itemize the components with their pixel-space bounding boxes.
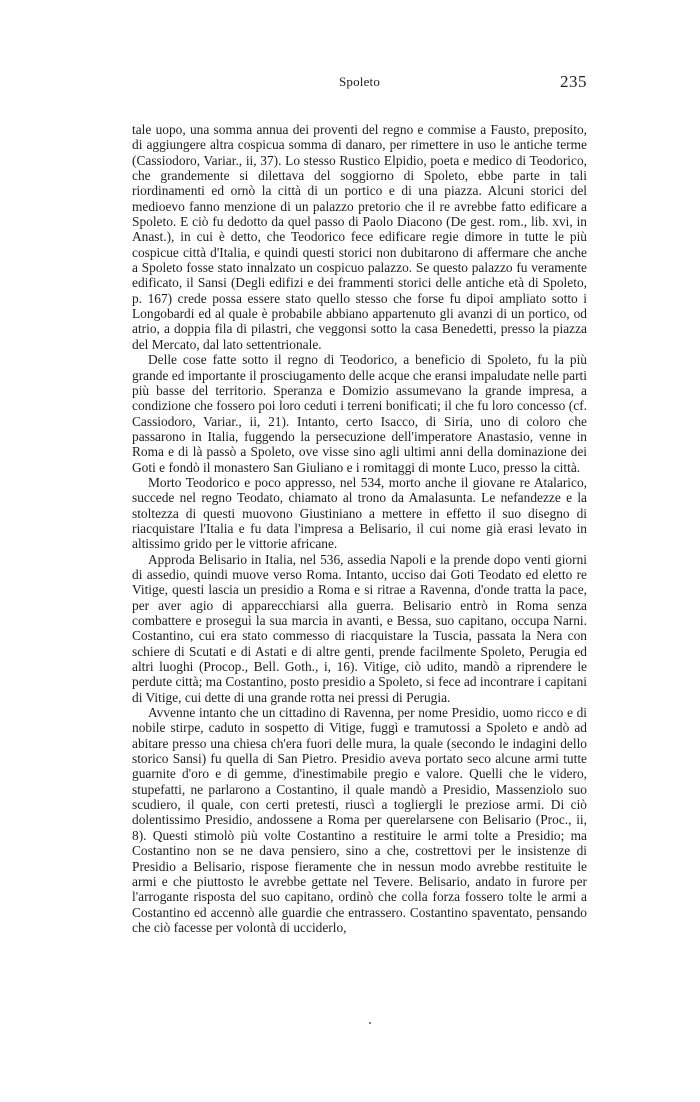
paragraph: Approda Belisario in Italia, nel 536, assedia Napoli e la prende dopo venti giorni di assedio, quindi muove verso Roma. Intanto, ucciso dai Goti Teodato ed eletto re Vitige, questi lascia un presidio a Roma e si ritrae a Ravenna, d'onde tratta la pace, per aver agio di apparecchiarsi alla guerra. Belisario entrò in Roma senza combattere e proseguì la sua marcia in avanti, e Bessa, suo capitano, occupa Narni. Costantino, cui era stato commesso di riacquistare la Tuscia, passata la Nera con schiere di Scutati e di Astati e di altre genti, prende facilmente Spoleto, Perugia ed altri luoghi (Procop., Bell. Goth., i, 16). Vitige, ciò udito, mandò a riprendere le perdute città; ma Costantino, posto presidio a Spoleto, si fece ad incontrare i capitani di Vitige, cui dette di una grande rotta nei pressi di Perugia.: [132, 551, 587, 705]
paragraph: tale uopo, una somma annua dei proventi del regno e commise a Fausto, preposito, di aggiungere altra cospicua somma di danaro, per rimettere in uso le antiche terme (Cassiodoro, Variar., ii, 37). Lo stesso Rustico Elpidio, poeta e medico di Teodorico, che grandemente si dilettava del soggiorno di Spoleto, ebbe parte in tali riordinamenti ed ornò la città di un portico e di una piazza. Alcuni storici del medioevo fanno menzione di un palazzo pretorio che il re avrebbe fatto edificare a Spoleto. E ciò fu dedotto da quel passo di Paolo Diacono (De gest. rom., lib. xvi, in Anast.), in cui è detto, che Teodorico fece edificare regie dimore in tutte le più cospicue città d'Italia, e quindi questi storici non dubitarono di affermare che anche a Spoleto fosse stato innalzato un cospicuo palazzo. Se questo palazzo fu veramente edificato, il Sansi (Degli edifizi e dei frammenti storici delle antiche età di Spoleto, p. 167) crede possa essere stato quello stesso che forse fu dipoi ampliato sotto i Longobardi ed al quale è probabile abbiano appartenuto gli avanzi di un portico, od atrio, a doppia fila di pilastri, che veggonsi sotto la casa Benedetti, presso la piazza del Mercato, dal lato settentrionale.: [132, 122, 587, 352]
paragraph: Morto Teodorico e poco appresso, nel 534, morto anche il giovane re Atalarico, succede nel regno Teodato, chiamato al trono da Amalasunta. Le nefandezze e la stoltezza di questi muovono Giustiniano a mettere in effetto il suo disegno di riacquistare l'Italia e fu data l'impresa a Belisario, il cui nome già erasi levato in altissimo grido per le vittorie africane.: [132, 474, 587, 552]
body-text: [132, 122, 587, 935]
ink-speck: [369, 1022, 371, 1024]
paragraph: Avvenne intanto che un cittadino di Ravenna, per nome Presidio, uomo ricco e di nobile stirpe, caduto in sospetto di Vitige, fuggì e tramutossi a Spoleto e andò ad abitare presso una chiesa ch'era fuori delle mura, la quale (secondo le indagini dello storico Sansi) fu quella di San Pietro. Presidio aveva portato seco alcune armi tutte guarnite d'oro e di gemme, d'inestimabile pregio e valore. Quelli che le videro, stupefatti, ne parlarono a Costantino, il quale mandò a Presidio, Massenziolo suo scudiero, il quale, con certi pretesti, riuscì a togliergli le preziose armi. Di ciò dolentissimo Presidio, andossene a Roma per querelarsene con Belisario (Proc., ii, 8). Questi stimolò più volte Costantino a restituire le armi tolte a Presidio; ma Costantino non se ne dava pensiero, sino a che, costrettovi per le insistenze di Presidio a Belisario, rispose fieramente che in nessun modo avrebbe restituite le armi e che piuttosto le avrebbe gettate nel Tevere. Belisario, andato in furore per l'arrogante risposta del suo capitano, ordinò che colla forza fossero tolte le armi a Costantino ed accennò alle guardie che entrassero. Costantino spaventato, pensando che ciò facesse per volontà di ucciderlo,: [132, 705, 587, 935]
page-number: 235: [560, 72, 587, 91]
page-header: [132, 72, 587, 94]
paragraph: Delle cose fatte sotto il regno di Teodorico, a beneficio di Spoleto, fu la più grande ed importante il prosciugamento delle acque che eransi impaludate nelle parti più basse del territorio. Speranza e Domizio assumevano la grande impresa, a condizione che fossero poi loro ceduti i terreni bonificati; il che fu loro concesso (cf. Cassiodoro, Variar., ii, 21). Intanto, certo Isacco, di Siria, uno di coloro che passarono in Italia, fuggendo la persecuzione dell'imperatore Anastasio, venne in Roma e di là passò a Spoleto, ove visse sino agli ultimi anni della dominazione dei Goti e fondò il monastero San Giuliano e i romitaggi di monte Luco, presso la città.: [132, 352, 587, 475]
running-title: Spoleto: [338, 74, 381, 89]
